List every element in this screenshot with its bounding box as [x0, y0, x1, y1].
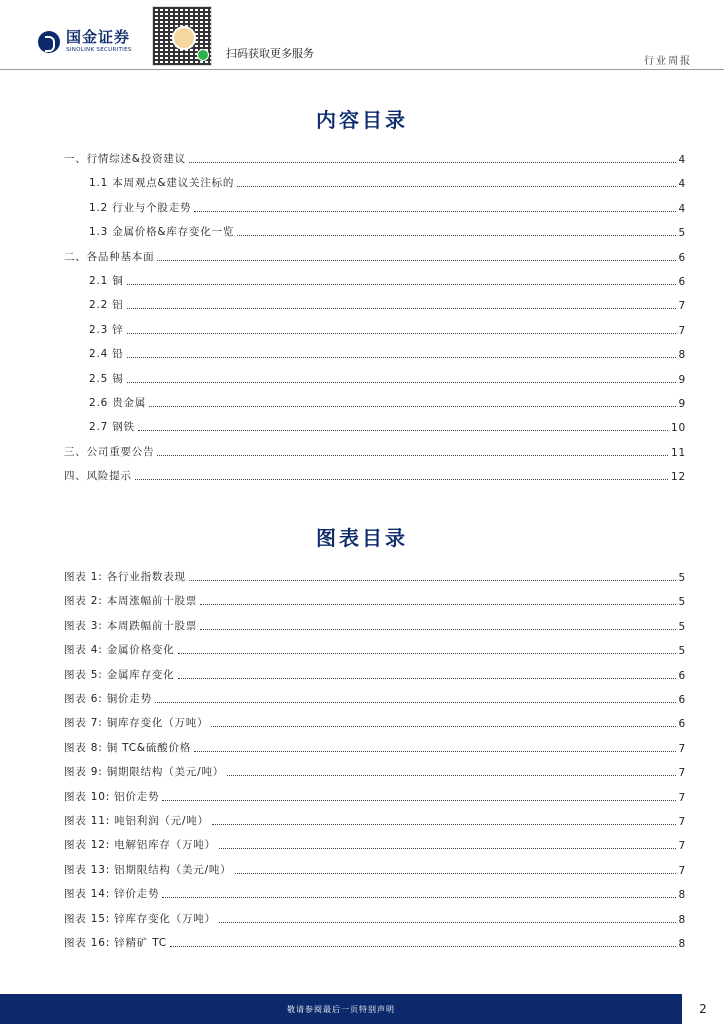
toc-entry-label: 图表 3: 本周跌幅前十股票 — [64, 619, 198, 632]
toc-entry[interactable] — [64, 861, 686, 877]
dot-leader — [227, 775, 675, 776]
toc-entry-label: 图表 8: 铜 TC&硫酸价格 — [64, 741, 192, 754]
toc-entry-page: 6 — [678, 276, 686, 288]
dot-leader — [189, 580, 676, 581]
toc-entry-label: 图表 9: 铜期限结构（美元/吨） — [64, 766, 225, 779]
toc-entry-label: 三、公司重要公告 — [64, 445, 155, 458]
toc-entry[interactable] — [64, 150, 686, 166]
toc-entry-page: 8 — [678, 913, 686, 926]
footer-disclaimer: 敬请参阅最后一页特别声明 — [287, 1004, 395, 1014]
toc-entry[interactable] — [89, 296, 686, 312]
toc-entry-label: 1.1 本周观点&建议关注标的 — [89, 177, 235, 190]
dot-leader — [149, 406, 675, 407]
toc-entry-label: 2.1 铜 — [89, 275, 124, 287]
toc-entry-label: 2.7 钢铁 — [89, 421, 135, 434]
toc-entry-page: 7 — [678, 324, 686, 337]
toc-entry[interactable] — [64, 934, 686, 950]
toc-entry-label: 图表 12: 电解铝库存（万吨） — [64, 839, 216, 852]
toc-entry-page: 9 — [678, 398, 686, 410]
scan-prompt: 扫码获取更多服务 — [226, 47, 314, 60]
toc-title: 内容目录 — [316, 108, 408, 132]
toc-entry[interactable] — [89, 418, 686, 434]
toc-entry-page: 4 — [678, 202, 686, 215]
dot-leader — [127, 333, 676, 334]
toc-entry-label: 图表 13: 铝期限结构（美元/吨） — [64, 863, 232, 876]
toc-entry[interactable] — [64, 617, 686, 633]
toc-entry[interactable] — [64, 641, 686, 657]
logo-chinese-name: 国金证券 — [66, 28, 131, 46]
qr-code-icon[interactable] — [152, 6, 212, 66]
dot-leader — [194, 751, 675, 752]
toc-entry[interactable] — [64, 836, 686, 852]
toc-entry[interactable] — [64, 714, 686, 730]
toc-entry-label: 1.3 金属价格&库存变化一览 — [89, 226, 235, 239]
toc-entry[interactable] — [89, 370, 686, 386]
toc-entry-label: 图表 6: 铜价走势 — [64, 693, 152, 705]
toc-entry-page: 8 — [678, 938, 686, 950]
toc-entry[interactable] — [89, 174, 686, 190]
toc-entry-page: 8 — [678, 349, 686, 362]
toc-entry-page: 12 — [671, 471, 686, 484]
toc-entry-page: 7 — [678, 791, 686, 804]
toc-entry-label: 2.4 铅 — [89, 348, 124, 361]
figures-toc-title: 图表目录 — [316, 526, 408, 550]
dot-leader — [212, 824, 676, 825]
dot-leader — [237, 186, 675, 187]
toc-entry-label: 图表 1: 各行业指数表现 — [64, 571, 186, 583]
toc-entry-page: 4 — [678, 154, 686, 166]
toc-entry[interactable] — [89, 223, 686, 239]
page-number: 2 — [699, 1002, 707, 1016]
toc-entry[interactable] — [64, 666, 686, 682]
toc-entry[interactable] — [89, 394, 686, 410]
page-header — [0, 0, 724, 70]
toc-entry-label: 二、各品种基本面 — [64, 250, 155, 263]
toc-entry-label: 一、行情综述&投资建议 — [64, 153, 186, 165]
company-logo — [38, 30, 132, 54]
toc-entry-page: 5 — [678, 620, 686, 633]
toc-entry[interactable] — [64, 248, 686, 264]
toc-entry[interactable] — [64, 885, 686, 901]
wechat-badge-icon — [197, 49, 209, 61]
toc-entry-page: 5 — [678, 645, 686, 658]
dot-leader — [162, 800, 675, 801]
header-divider — [0, 69, 724, 70]
dot-leader — [170, 946, 676, 947]
dot-leader — [155, 702, 676, 703]
dot-leader — [211, 726, 675, 727]
toc-entry[interactable] — [64, 788, 686, 804]
toc-entry[interactable] — [64, 443, 686, 459]
toc-entry-page: 4 — [678, 178, 686, 191]
toc-entry[interactable] — [89, 272, 686, 288]
toc-entry[interactable] — [64, 763, 686, 779]
toc-entry-label: 2.3 锌 — [89, 323, 124, 336]
toc-entry-label: 2.2 铝 — [89, 299, 124, 312]
dot-leader — [235, 873, 676, 874]
toc-entry[interactable] — [64, 568, 686, 584]
dot-leader — [138, 430, 668, 431]
toc-entry-page: 10 — [671, 422, 686, 435]
toc-entry-label: 图表 7: 铜库存变化（万吨） — [64, 717, 209, 730]
toc-entry[interactable] — [89, 321, 686, 337]
dot-leader — [157, 455, 668, 456]
dot-leader — [178, 678, 676, 679]
toc-entry[interactable] — [89, 345, 686, 361]
toc-entry-page: 5 — [678, 572, 686, 584]
toc-entry[interactable] — [64, 910, 686, 926]
dot-leader — [157, 260, 675, 261]
logo-english-name: SINOLINK SECURITIES — [66, 47, 132, 53]
dot-leader — [219, 922, 676, 923]
toc-entry-label: 2.6 贵金属 — [89, 397, 147, 409]
toc-entry-page: 5 — [678, 227, 686, 240]
toc-entry[interactable] — [64, 812, 686, 828]
report-type-label: 行业周报 — [644, 56, 692, 67]
toc-entry[interactable] — [64, 467, 686, 483]
toc-entry-page: 8 — [678, 889, 686, 902]
toc-entry-label: 图表 5: 金属库存变化 — [64, 668, 175, 681]
dot-leader — [127, 284, 676, 285]
toc-entry-label: 1.2 行业与个股走势 — [89, 201, 192, 214]
toc-entry-page: 11 — [671, 446, 686, 459]
toc-entry[interactable] — [64, 739, 686, 755]
toc-entry-label: 图表 4: 金属价格变化 — [64, 644, 175, 657]
dot-leader — [237, 235, 675, 236]
dot-leader — [178, 653, 676, 654]
toc-entry[interactable] — [64, 690, 686, 706]
toc-entry-label: 2.5 锡 — [89, 372, 124, 385]
dot-leader — [194, 211, 675, 212]
toc-entry-label: 图表 11: 吨铝利润（元/吨） — [64, 815, 209, 827]
toc-entry-label: 图表 10: 铝价走势 — [64, 790, 160, 803]
toc-entry-page: 9 — [678, 373, 686, 386]
footer-bar — [0, 994, 682, 1024]
toc-entry-page: 7 — [678, 767, 686, 780]
toc-entry-page: 6 — [678, 251, 686, 264]
logo-mark-icon — [38, 31, 60, 53]
toc-entry-page: 6 — [678, 694, 686, 706]
toc-entry-page: 7 — [678, 742, 686, 755]
toc-entry-label: 四、风险提示 — [64, 470, 132, 483]
dot-leader — [127, 357, 676, 358]
dot-leader — [200, 629, 675, 630]
toc-entry-page: 7 — [678, 864, 686, 877]
toc-entry-label: 图表 15: 锌库存变化（万吨） — [64, 912, 216, 925]
dot-leader — [162, 897, 675, 898]
qr-center-logo-icon — [172, 26, 196, 50]
toc-entry[interactable] — [89, 199, 686, 215]
toc-entry-page: 6 — [678, 718, 686, 731]
dot-leader — [219, 848, 676, 849]
toc-entry-page: 6 — [678, 669, 686, 682]
toc-entry-page: 5 — [678, 596, 686, 609]
dot-leader — [200, 604, 675, 605]
dot-leader — [127, 308, 676, 309]
toc-entry-page: 7 — [678, 300, 686, 313]
dot-leader — [127, 382, 676, 383]
toc-entry-label: 图表 14: 锌价走势 — [64, 888, 160, 901]
dot-leader — [135, 479, 668, 480]
toc-entry-label: 图表 2: 本周涨幅前十股票 — [64, 595, 198, 608]
toc-entry-label: 图表 16: 锌精矿 TC — [64, 937, 167, 949]
dot-leader — [189, 162, 676, 163]
toc-entry[interactable] — [64, 592, 686, 608]
toc-entry-page: 7 — [678, 840, 686, 853]
toc-entry-page: 7 — [678, 816, 686, 828]
